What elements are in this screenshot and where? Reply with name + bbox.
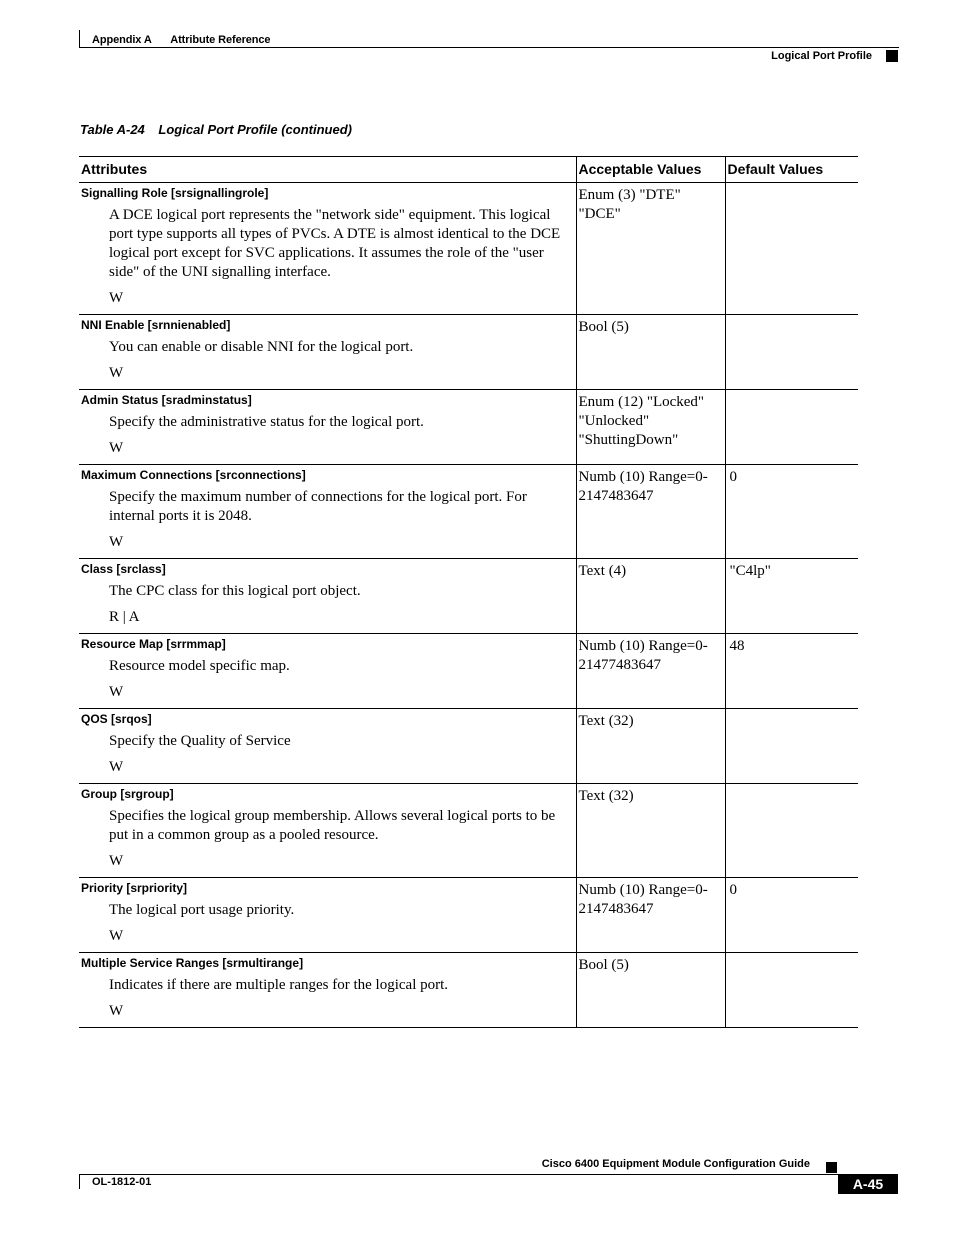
attribute-name: Group [srgroup] (81, 787, 174, 801)
attribute-cell (79, 634, 576, 709)
attribute-description: The CPC class for this logical port object. (109, 583, 361, 599)
attribute-cell (79, 559, 576, 634)
attribute-table (79, 156, 858, 1028)
table-row (79, 559, 858, 634)
default-value-cell (725, 390, 858, 465)
attribute-access: W (109, 684, 124, 700)
table-row (79, 634, 858, 709)
attribute-cell (79, 183, 576, 315)
table-row (79, 878, 858, 953)
attribute-access: W (109, 365, 124, 381)
column-header-attributes: Attributes (79, 157, 576, 183)
acceptable-values-cell: Numb (10) Range=0-21477483647 (576, 634, 725, 709)
attribute-name: QOS [srqos] (81, 712, 152, 726)
attribute-description: Specify the Quality of Service (109, 733, 291, 749)
attribute-name: Class [srclass] (81, 562, 166, 576)
acceptable-values-cell: Text (32) (576, 709, 725, 784)
attribute-access: W (109, 928, 124, 944)
footer-left-rule (79, 1174, 80, 1189)
acceptable-values-cell: Numb (10) Range=0-2147483647 (576, 878, 725, 953)
default-value-cell (725, 315, 858, 390)
attribute-cell (79, 709, 576, 784)
attribute-cell (79, 878, 576, 953)
attribute-name: Signalling Role [srsignallingrole] (81, 186, 269, 200)
attribute-name: Maximum Connections [srconnections] (81, 468, 306, 482)
acceptable-values-cell: Enum (12) "Locked" "Unlocked" "ShuttingDown" (576, 390, 725, 465)
attribute-description: Specify the administrative status for the logical port. (109, 414, 424, 430)
table-header-row (79, 157, 858, 183)
attribute-access: W (109, 853, 124, 869)
default-value-cell (725, 183, 858, 315)
acceptable-values-cell: Text (32) (576, 784, 725, 878)
attribute-access: R | A (109, 609, 140, 625)
attribute-access: W (109, 440, 124, 456)
footer-rule (79, 1174, 838, 1175)
attribute-cell (79, 315, 576, 390)
default-value-cell (725, 784, 858, 878)
default-value-cell (725, 953, 858, 1028)
attribute-description: Specifies the logical group membership. Allows several logical ports to be put in a common group as a pooled resource. (109, 808, 556, 843)
attribute-access: W (109, 1003, 124, 1019)
attribute-description: Indicates if there are multiple ranges for the logical port. (109, 977, 449, 993)
attribute-name: Multiple Service Ranges [srmultirange] (81, 956, 304, 970)
table-row (79, 953, 858, 1028)
acceptable-values-cell: Bool (5) (576, 315, 725, 390)
acceptable-values-cell: Bool (5) (576, 953, 725, 1028)
attribute-access: W (109, 290, 124, 306)
page-header (79, 30, 899, 48)
attribute-name: Admin Status [sradminstatus] (81, 393, 252, 407)
attribute-cell (79, 390, 576, 465)
acceptable-values-cell: Text (4) (576, 559, 725, 634)
attribute-access: W (109, 759, 124, 775)
column-header-default-values: Default Values (725, 157, 858, 183)
attribute-description: Resource model specific map. (109, 658, 290, 674)
table-row (79, 183, 858, 315)
header-section: Appendix A (92, 34, 152, 46)
attribute-description: You can enable or disable NNI for the logical port. (109, 339, 414, 355)
table-row (79, 709, 858, 784)
header-chapter: Attribute Reference (170, 34, 271, 46)
attribute-description: The logical port usage priority. (109, 902, 295, 918)
default-value-cell (725, 709, 858, 784)
table-caption-title: Logical Port Profile (continued) (158, 122, 352, 137)
header-marker (886, 50, 898, 62)
default-value-cell: 0 (725, 878, 858, 953)
attribute-access: W (109, 534, 124, 550)
attribute-cell (79, 784, 576, 878)
table-row (79, 465, 858, 559)
header-breadcrumb (92, 34, 270, 46)
attribute-cell (79, 465, 576, 559)
default-value-cell: 0 (725, 465, 858, 559)
attribute-description: A DCE logical port represents the "network side" equipment. This logical port type supports all types of PVCs. A DTE is almost identical to the DCE logical port except for SVC applications. It assumes the role of the "user side" of the UNI signalling interface. (109, 207, 561, 280)
attribute-cell (79, 953, 576, 1028)
default-value-cell: 48 (725, 634, 858, 709)
table-row (79, 315, 858, 390)
table-row (79, 784, 858, 878)
header-running-title: Logical Port Profile (771, 50, 872, 62)
attribute-description: Specify the maximum number of connections for the logical port. For internal ports it is 2048. (109, 489, 527, 524)
table-caption-label: Table A-24 (80, 122, 145, 137)
attribute-name: NNI Enable [srnnienabled] (81, 318, 231, 332)
attribute-name: Priority [srpriority] (81, 881, 188, 895)
default-value-cell: "C4lp" (725, 559, 858, 634)
acceptable-values-cell: Enum (3) "DTE" "DCE" (576, 183, 725, 315)
footer-doc-number: OL-1812-01 (92, 1176, 152, 1188)
table-caption (80, 122, 352, 137)
attribute-name: Resource Map [srrmmap] (81, 637, 226, 651)
table-row (79, 390, 858, 465)
column-header-acceptable-values: Acceptable Values (576, 157, 725, 183)
footer-page-number: A-45 (838, 1174, 898, 1194)
footer-marker (826, 1162, 837, 1173)
acceptable-values-cell: Numb (10) Range=0-2147483647 (576, 465, 725, 559)
footer-guide-title: Cisco 6400 Equipment Module Configuration Guide (541, 1158, 810, 1170)
